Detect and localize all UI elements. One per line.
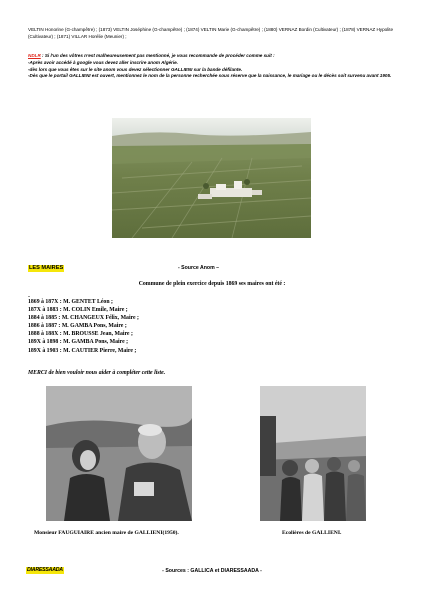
list-dash: - — [28, 294, 30, 300]
diaressaada-logo: DIARESSAADA — [27, 567, 63, 573]
schoolgirls-photo — [260, 386, 366, 521]
ndlr-note — [28, 53, 398, 80]
ndlr-lead: : Si l’un des vôtres n’est malheureusement pas mentionné, je vous recommande de procéder comme suit : — [40, 53, 275, 58]
intro-paragraph: VELTIN Honorine (G-champêtre) ; (1873) VELTIN Joséphine (G-champêtre) ; (1874) VELTIN Marie (G-champêtre) ; (1880) VERNAZ Bordin (Cultivateur) ; (1878) VERNAZ Hypolite (Cultivateur) ; (1871) VILLAR Horélie (Meunier) ; — [28, 27, 394, 39]
source-anom: - Source Anom – — [178, 265, 220, 271]
list-item: 187X à 1883 : M. COLIN Emile, Maire ; — [28, 307, 128, 314]
list-item: 189X à 1898 : M. GAMBA Pons, Maire ; — [28, 339, 129, 346]
list-item: 189X à 1903 : M. CAUTIER Pierre, Maire ; — [28, 347, 137, 354]
ndlr-lead-line — [28, 53, 398, 60]
ndlr-step: -Dès que le portail GALLIENI est ouvert, mentionnez le nom de la personne recherchée sous réserve que la naissance, le mariage ou le décès soit survenu avant 1905. — [28, 73, 392, 79]
list-item: 1884 à 1885 : M. CHANGEUX Félix, Maire ; — [28, 315, 139, 322]
maires-label: LES MAIRES — [29, 265, 64, 271]
ndlr-step: -dès lors que vous êtes sur le site anom vous devez sélectionner GALLIENI sur la bande défilante. — [28, 66, 243, 72]
list-item: 1888 à 188X : M. BROUSSE Jean, Maire ; — [28, 331, 133, 338]
list-item: 1886 à 1887 : M. GAMBA Pons, Maire ; — [28, 323, 127, 330]
schoolgirls-photo-caption: Ecolières de GALLIENI. — [282, 530, 342, 536]
mayor-photo-caption: Monsieur FAUGUIAIRE ancien maire de GALLIENI(1950). — [34, 530, 179, 536]
footer-sources: - Sources : GALLICA et DIARESSAADA - — [162, 568, 262, 574]
aerial-photo — [112, 118, 311, 238]
ndlr-step: -Après avoir accédé à google vous devez aller inscrire anom Algérie. — [28, 59, 178, 65]
merci-note: MERCI de bien vouloir nous aider à compléter cette liste. — [28, 370, 166, 376]
commune-heading: Commune de plein exercice depuis 1869 ses maires ont été : — [138, 281, 286, 287]
ndlr-tag: NDLR — [28, 53, 41, 58]
list-item: 1869 à 187X : M. GENTET Léon ; — [28, 299, 113, 305]
mayor-photo — [46, 386, 192, 521]
mayors-list — [28, 298, 139, 355]
maires-section-header — [28, 265, 398, 273]
